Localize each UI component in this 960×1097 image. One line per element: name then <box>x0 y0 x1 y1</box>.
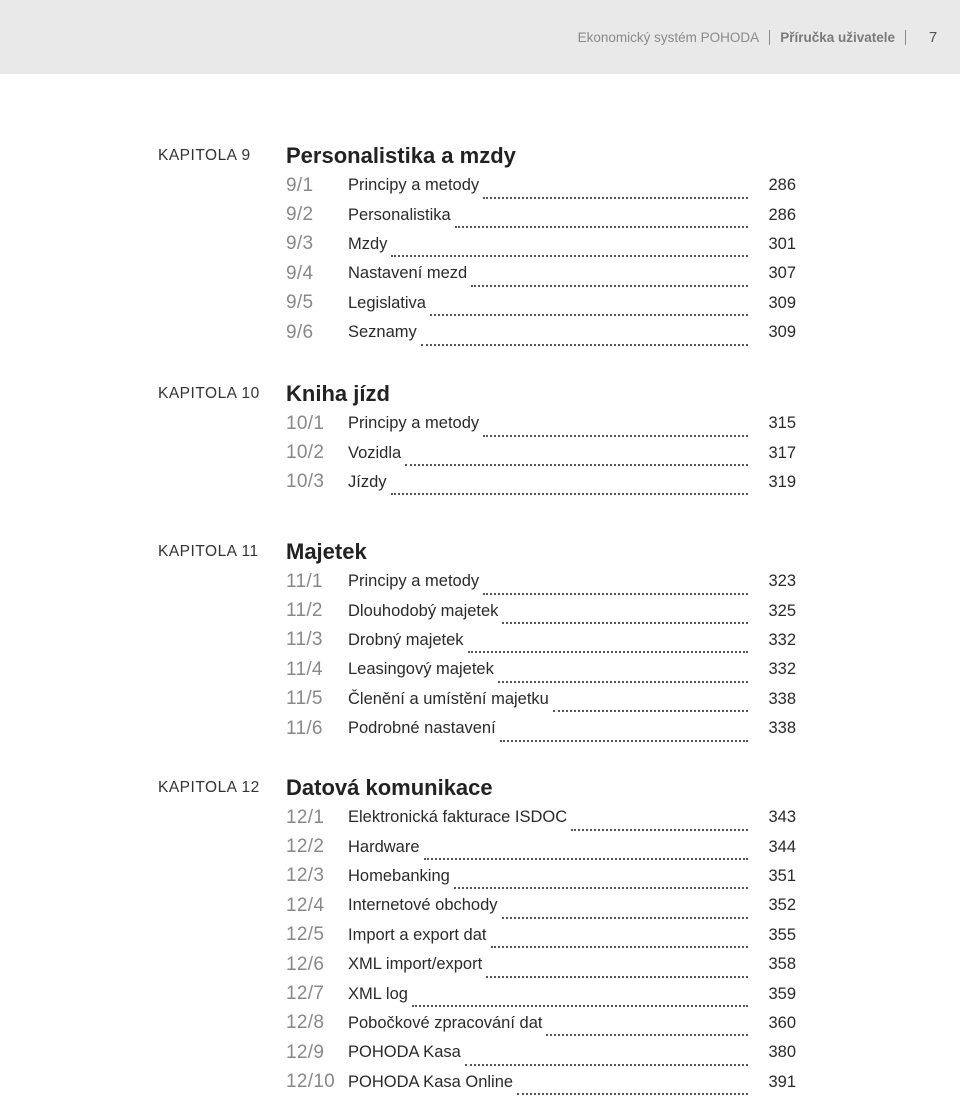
header-divider <box>769 30 770 45</box>
toc-entry-title: Elektronická fakturace ISDOC <box>348 808 568 827</box>
toc-entry-number: 12/5 <box>286 924 325 946</box>
toc-entry[interactable] <box>286 1068 796 1097</box>
dot-leader <box>502 606 748 624</box>
toc-entry-page: 359 <box>768 984 796 1003</box>
toc-entry[interactable] <box>286 655 796 684</box>
toc-entry[interactable] <box>286 862 796 891</box>
toc-entry-page: 391 <box>768 1072 796 1091</box>
toc-entry-page: 352 <box>768 896 796 915</box>
toc-entry-page: 343 <box>768 808 796 827</box>
toc-entry[interactable] <box>286 950 796 979</box>
toc-entry-title: Internetové obchody <box>348 896 498 915</box>
toc-entry-title: Podrobné nastavení <box>348 719 496 738</box>
dot-leader <box>553 694 748 712</box>
toc-entry-number: 9/4 <box>286 262 314 284</box>
toc-entry-title: Principy a metody <box>348 414 480 433</box>
toc-entry-page: 355 <box>768 925 796 944</box>
toc-entry-title: Seznamy <box>348 323 417 342</box>
dot-leader <box>424 842 748 860</box>
toc-entry-page: 301 <box>768 234 796 253</box>
toc-entry-page: 325 <box>768 601 796 620</box>
dot-leader <box>455 210 748 228</box>
dot-leader <box>483 577 748 595</box>
toc-entry-title: Drobný majetek <box>348 630 464 649</box>
toc-entry-title: Jízdy <box>348 472 387 491</box>
toc-entry[interactable] <box>286 171 796 200</box>
dot-leader <box>498 665 748 683</box>
toc-entry-number: 9/2 <box>286 204 314 226</box>
toc-entry[interactable] <box>286 259 796 288</box>
toc-entry-title: Homebanking <box>348 866 450 885</box>
dot-leader <box>465 1048 748 1066</box>
toc-entry-number: 12/2 <box>286 836 325 858</box>
chapter-title: Kniha jízd <box>286 381 390 406</box>
dot-leader <box>430 298 748 316</box>
toc-entry-page: 286 <box>768 176 796 195</box>
chapter-label: KAPITOLA 11 <box>158 543 259 560</box>
toc-entry-page: 380 <box>768 1043 796 1062</box>
toc-entry[interactable] <box>286 921 796 950</box>
dot-leader <box>491 930 749 948</box>
toc-entry-title: Personalistika <box>348 205 451 224</box>
toc-entry-page: 351 <box>768 866 796 885</box>
toc-entry-number: 12/8 <box>286 1012 325 1034</box>
toc-entry-title: Import a export dat <box>348 925 487 944</box>
header-page-number: 7 <box>928 28 938 46</box>
toc-entry-page: 332 <box>768 660 796 679</box>
toc-entry-number: 12/6 <box>286 953 325 975</box>
chapter-entry-list <box>286 567 796 743</box>
toc-entry-page: 319 <box>768 472 796 491</box>
toc-entry-title: Vozidla <box>348 443 402 462</box>
toc-entry-page: 360 <box>768 1013 796 1032</box>
toc-entry[interactable] <box>286 891 796 920</box>
chapter-entry-list <box>286 803 796 1097</box>
page-header <box>0 0 960 74</box>
toc-entry-page: 309 <box>768 293 796 312</box>
dot-leader <box>483 419 748 437</box>
toc-entry-number: 12/10 <box>286 1071 336 1093</box>
toc-entry-page: 286 <box>768 205 796 224</box>
dot-leader <box>546 1018 748 1036</box>
toc-entry[interactable] <box>286 200 796 229</box>
dot-leader <box>468 635 748 653</box>
toc-entry[interactable] <box>286 626 796 655</box>
toc-entry-title: Dlouhodobý majetek <box>348 601 499 620</box>
toc-entry-page: 315 <box>768 414 796 433</box>
toc-entry-number: 9/1 <box>286 174 314 196</box>
dot-leader <box>391 477 748 495</box>
toc-entry-title: Pobočkové zpracování dat <box>348 1013 543 1032</box>
toc-entry[interactable] <box>286 438 796 467</box>
toc-entry-number: 10/3 <box>286 471 325 493</box>
toc-entry-page: 338 <box>768 689 796 708</box>
chapter-title: Personalistika a mzdy <box>286 143 516 168</box>
toc-entry-number: 9/3 <box>286 233 314 255</box>
toc-entry-title: POHODA Kasa Online <box>348 1072 514 1091</box>
chapter-label: KAPITOLA 12 <box>158 779 260 796</box>
toc-entry[interactable] <box>286 230 796 259</box>
dot-leader <box>421 328 748 346</box>
toc-entry-number: 12/7 <box>286 983 325 1005</box>
toc-entry[interactable] <box>286 409 796 438</box>
toc-entry-title: XML log <box>348 984 408 1003</box>
toc-entry-page: 309 <box>768 323 796 342</box>
toc-entry[interactable] <box>286 596 796 625</box>
toc-entry[interactable] <box>286 468 796 497</box>
toc-entry-title: Legislativa <box>348 293 426 312</box>
dot-leader <box>412 989 748 1007</box>
toc-entry[interactable] <box>286 567 796 596</box>
toc-entry-number: 12/9 <box>286 1041 325 1063</box>
toc-entry-title: Principy a metody <box>348 176 480 195</box>
toc-entry-number: 12/1 <box>286 806 325 828</box>
toc-entry-title: Mzdy <box>348 234 388 253</box>
dot-leader <box>486 960 748 978</box>
toc-entry-number: 11/6 <box>286 717 323 739</box>
toc-entry[interactable] <box>286 832 796 861</box>
toc-entry-title: XML import/export <box>348 955 483 974</box>
dot-leader <box>483 181 748 199</box>
toc-entry-title: Principy a metody <box>348 572 480 591</box>
toc-entry[interactable] <box>286 685 796 714</box>
header-product-name: Ekonomický systém POHODA <box>577 29 760 45</box>
toc-entry-number: 9/6 <box>286 321 314 343</box>
toc-entry-page: 323 <box>768 572 796 591</box>
chapter-title: Majetek <box>286 539 367 564</box>
toc-entry-number: 10/1 <box>286 412 325 434</box>
toc-entry-number: 11/5 <box>286 688 323 710</box>
toc-entry[interactable] <box>286 1038 796 1067</box>
toc-entry-number: 11/1 <box>286 570 323 592</box>
toc-entry-page: 332 <box>768 630 796 649</box>
toc-entry-title: Členění a umístění majetku <box>348 689 549 708</box>
dot-leader <box>571 813 748 831</box>
dot-leader <box>454 871 748 889</box>
chapter-entry-list <box>286 171 796 347</box>
chapter-label: KAPITOLA 9 <box>158 147 251 164</box>
chapter-label: KAPITOLA 10 <box>158 385 260 402</box>
toc-entry-title: Nastavení mezd <box>348 264 468 283</box>
toc-entry[interactable] <box>286 979 796 1008</box>
toc-entry-title: Hardware <box>348 837 420 856</box>
header-bar <box>578 0 960 74</box>
toc-entry-page: 317 <box>768 443 796 462</box>
chapter-entry-list <box>286 409 796 497</box>
toc-entry-title: Leasingový majetek <box>348 660 494 679</box>
toc-entry-number: 12/4 <box>286 894 325 916</box>
toc-entry-page: 358 <box>768 955 796 974</box>
dot-leader <box>500 724 748 742</box>
toc-entry-number: 12/3 <box>286 865 325 887</box>
toc-entry[interactable] <box>286 1009 796 1038</box>
dot-leader <box>502 901 748 919</box>
toc-entry[interactable] <box>286 289 796 318</box>
toc-entry[interactable] <box>286 803 796 832</box>
toc-entry[interactable] <box>286 318 796 347</box>
toc-entry-page: 338 <box>768 719 796 738</box>
toc-entry[interactable] <box>286 714 796 743</box>
toc-entry-number: 9/5 <box>286 292 314 314</box>
header-manual-title: Příručka uživatele <box>780 29 895 45</box>
toc-entry-number: 11/3 <box>286 629 323 651</box>
toc-entry-number: 11/4 <box>286 658 323 680</box>
toc-entry-title: POHODA Kasa <box>348 1043 461 1062</box>
chapter-title: Datová komunikace <box>286 775 493 800</box>
toc-entry-page: 344 <box>768 837 796 856</box>
toc-entry-number: 11/2 <box>286 600 323 622</box>
dot-leader <box>391 239 748 257</box>
toc-entry-number: 10/2 <box>286 442 325 464</box>
toc-entry-page: 307 <box>768 264 796 283</box>
dot-leader <box>405 448 748 466</box>
dot-leader <box>471 269 748 287</box>
